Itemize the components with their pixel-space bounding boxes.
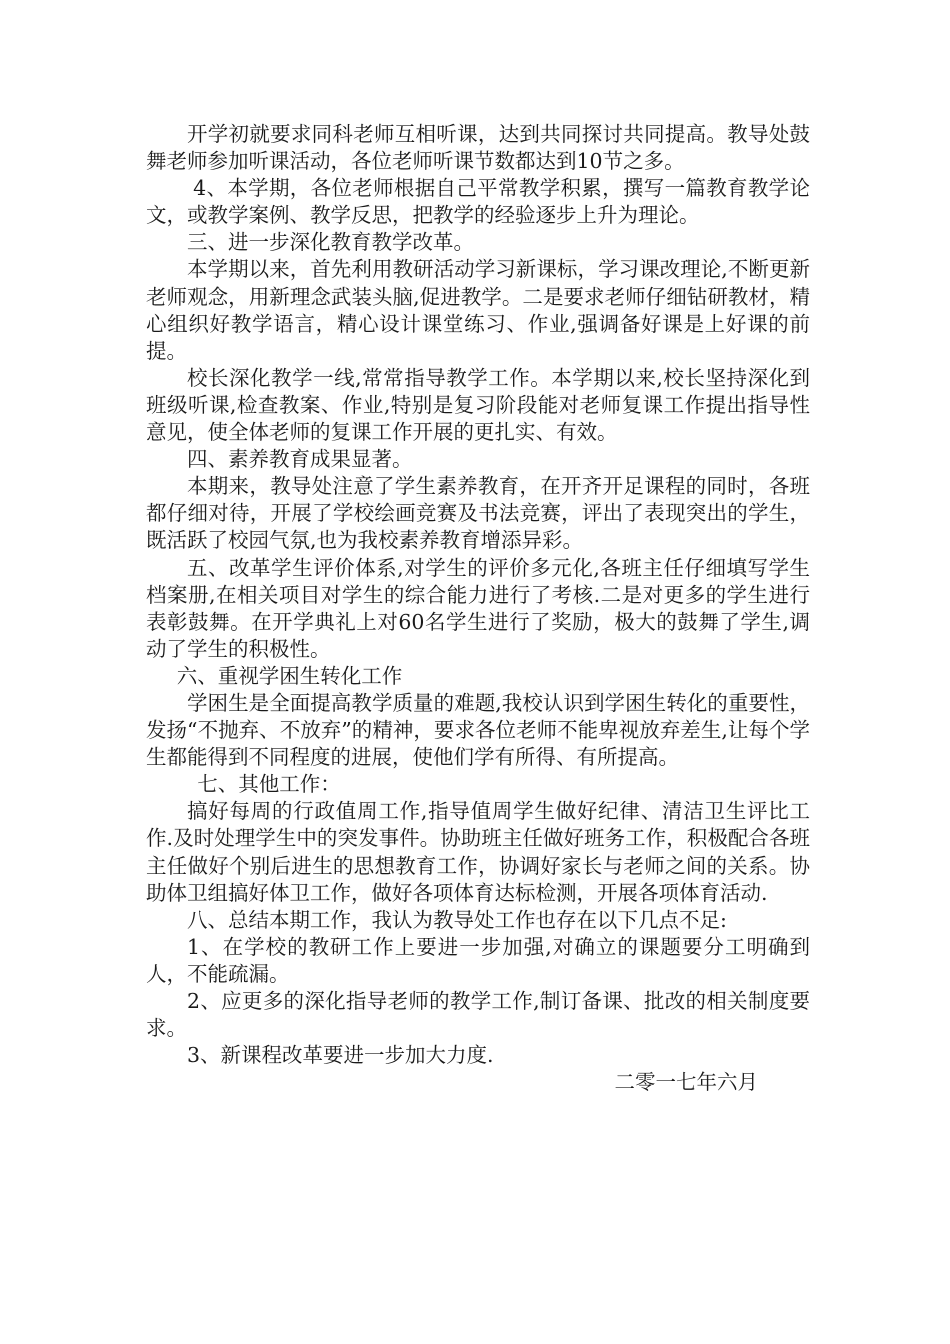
section-heading-6: 六、重视学困生转化工作 [176,663,403,688]
paragraph-curriculum-reform: 本学期以来，首先利用教研活动学习新课标，学习课改理论,不断更新老师观念，用新理念武装头脑,促进教学。二是要求老师仔细钻研教材，精心组织好教学语言，精心设计课堂练习、作业,强调备好课是上好课的前提。 [146,257,810,363]
section-heading-3: 三、进一步深化教育教学改革。 [187,230,474,255]
paragraph-section-8-summary: 八、总结本期工作，我认为教导处工作也存在以下几点不足: [187,907,727,932]
section-heading-7: 七、其他工作： [197,772,341,797]
section-heading-4: 四、素养教育成果显著。 [187,447,413,472]
paragraph-peer-observation: 开学初就要求同科老师互相听课，达到共同探讨共同提高。教导处鼓舞老师参加听课活动，各位老师听课节数都达到10节之多。 [146,122,810,174]
paragraph-section-5-evaluation: 五、改革学生评价体系,对学生的评价多元化,各班主任仔细填写学生档案册,在相关项目对学生的综合能力进行了考核.二是对更多的学生进行表彰鼓舞。在开学典礼上对60名学生进行了奖励，极大的鼓舞了学生,调动了学生的积极性。 [146,555,810,661]
paragraph-struggling-students: 学困生是全面提高教学质量的难题,我校认识到学困生转化的重要性，发扬“不抛弃、不放弃”的精神，要求各位老师不能卑视放弃差生,让每个学生都能得到不同程度的进展，使他们学有所得、有所提高。 [146,690,810,770]
paragraph-quality-education: 本期来，教导处注意了学生素养教育，在开齐开足课程的同时，各班都仔细对待，开展了学校绘画竞赛及书法竞赛，评出了表现突出的学生，既活跃了校园气氛,也为我校素养教育增添异彩。 [146,474,810,553]
signature-date: 二零一七年六月 [614,1070,758,1095]
list-item-2: 2、应更多的深化指导老师的教学工作,制订备课、批改的相关制度要求。 [146,989,810,1041]
paragraph-other-work: 搞好每周的行政值周工作,指导值周学生做好纪律、清洁卫生评比工作.及时处理学生中的突发事件。协助班主任做好班务工作，积极配合各班主任做好个别后进生的思想教育工作，协调好家长与老师之间的关系。协助体卫组搞好体卫工作，做好各项体育达标检测，开展各项体育活动. [146,799,810,905]
paragraph-item-4-papers: 4、本学期，各位老师根据自己平常教学积累，撰写一篇教育教学论文，或教学案例、教学反思，把教学的经验逐步上升为理论。 [146,176,810,228]
list-item-1: 1、在学校的教研工作上要进一步加强,对确立的课题要分工明确到人，不能疏漏。 [146,934,810,986]
list-item-3: 3、新课程改革要进一步加大力度. [187,1043,494,1068]
document-page [146,121,810,1096]
paragraph-principal-guidance: 校长深化教学一线,常常指导教学工作。本学期以来,校长坚持深化到班级听课,检查教案、作业,特别是复习阶段能对老师复课工作提出指导性意见，使全体老师的复课工作开展的更扎实、有效。 [146,365,810,445]
